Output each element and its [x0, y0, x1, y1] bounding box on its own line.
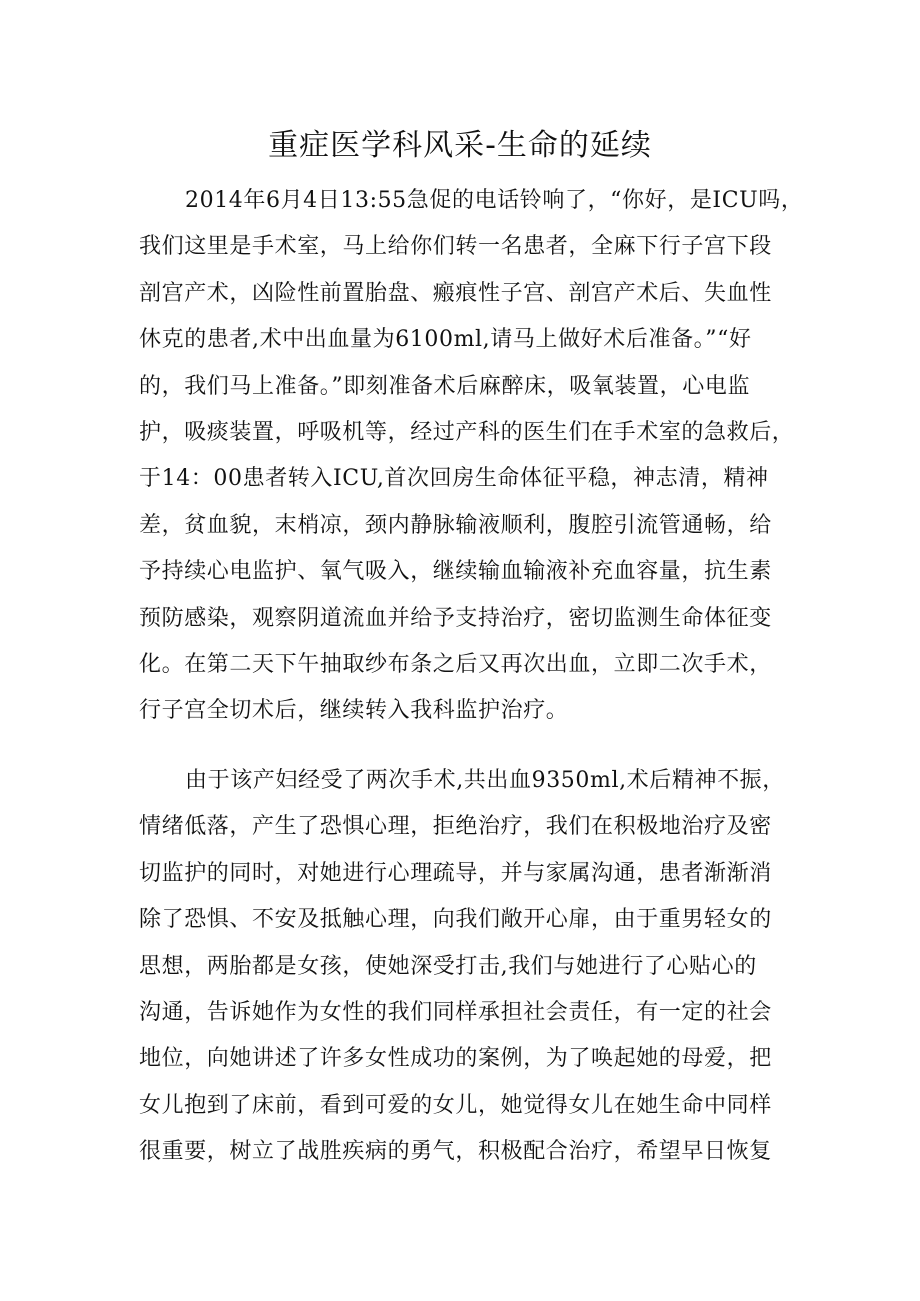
paragraph-line: 思想，两胎都是女孩，使她深受打击,我们与她进行了心贴心的: [139, 953, 757, 979]
paragraph-line: 休克的患者,术中出血量为6100ml,请马上做好术后准备。”“好: [139, 327, 752, 353]
paragraph-line: 剖宫产术，凶险性前置胎盘、瘢痕性子宫、剖宫产术后、失血性: [139, 280, 772, 306]
paragraph-line: 女儿抱到了床前，看到可爱的女儿，她觉得女儿在她生命中同样: [139, 1092, 772, 1118]
paragraph-line: 我们这里是手术室，马上给你们转一名患者，全麻下行子宫下段: [139, 234, 772, 260]
paragraph-line: 情绪低落，产生了恐惧心理，拒绝治疗，我们在积极地治疗及密: [139, 814, 772, 840]
paragraph-line: 予持续心电监护、氧气吸入，继续输血输液补充血容量，抗生素: [139, 559, 772, 585]
paragraph-line: 地位，向她讲述了许多女性成功的案例，为了唤起她的母爱，把: [139, 1046, 772, 1072]
paragraph-line: 切监护的同时，对她进行心理疏导，并与家属沟通，患者渐渐消: [139, 860, 772, 886]
paragraph-line: 由于该产妇经受了两次手术,共出血9350ml,术后精神不振，: [185, 768, 785, 793]
paragraph-line: 护，吸痰装置，呼吸机等，经过产科的医生们在手术室的急救后，: [139, 419, 795, 445]
paragraph-line: 于14：00患者转入ICU,首次回房生命体征平稳，神志清，精神: [139, 466, 769, 492]
paragraph-line: 的，我们马上准备。”即刻准备术后麻醉床，吸氧装置，心电监: [139, 373, 751, 399]
paragraph-line: 很重要，树立了战胜疾病的勇气，积极配合治疗，希望早日恢复: [139, 1139, 772, 1165]
paragraph-2: [139, 758, 789, 1176]
paragraph-line: 预防感染，观察阴道流血并给予支持治疗，密切监测生命体征变: [139, 605, 772, 631]
document-title: 重症医学科风采-生命的延续: [268, 128, 652, 163]
paragraph-line: 化。在第二天下午抽取纱布条之后又再次出血，立即二次手术，: [139, 651, 772, 677]
paragraph-line: 2014年6月4日13:55急促的电话铃响了，“你好，是ICU吗，: [185, 188, 804, 213]
paragraph-1: [139, 178, 804, 735]
paragraph-line: 行子宫全切术后，继续转入我科监护治疗。: [139, 698, 569, 724]
paragraph-line: 沟通，告诉她作为女性的我们同样承担社会责任，有一定的社会: [139, 999, 772, 1025]
paragraph-line: 差，贫血貌，末梢凉，颈内静脉输液顺利，腹腔引流管通畅，给: [139, 512, 772, 538]
paragraph-line: 除了恐惧、不安及抵触心理，向我们敞开心扉，由于重男轻女的: [139, 907, 772, 933]
